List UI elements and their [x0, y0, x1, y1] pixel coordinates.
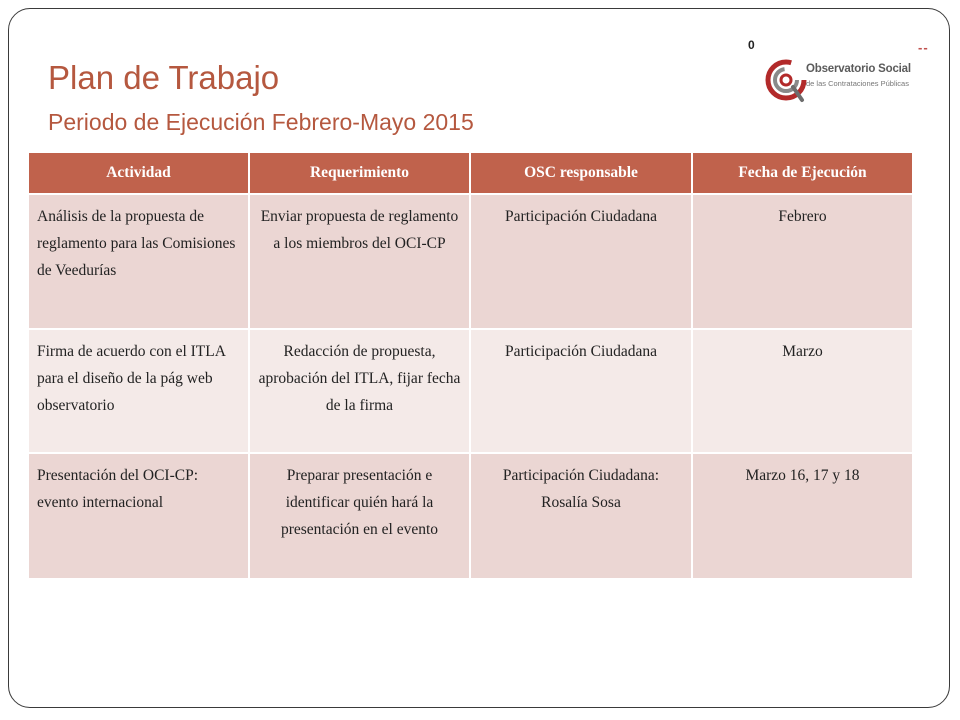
table-header-row [28, 152, 913, 194]
corner-mark: 0 [748, 38, 755, 52]
table-row [28, 453, 913, 579]
cell-fecha: Marzo [692, 329, 913, 453]
logo-tagline: de las Contrataciones Públicas [806, 79, 909, 88]
observatorio-logo-icon [764, 56, 808, 106]
cell-actividad: Análisis de la propuesta de reglamento para las Comisiones de Veedurías [28, 194, 249, 329]
cell-fecha: Marzo 16, 17 y 18 [692, 453, 913, 579]
cell-requerimiento: Enviar propuesta de reglamento a los miembros del OCI-CP [249, 194, 470, 329]
slide-title: Plan de Trabajo [48, 59, 280, 96]
observatorio-logo [764, 56, 914, 106]
header-osc-responsable: OSC responsable [470, 152, 692, 194]
cell-actividad: Presentación del OCI-CP: evento internacional [28, 453, 249, 579]
cell-actividad: Firma de acuerdo con el ITLA para el diseño de la pág web observatorio [28, 329, 249, 453]
cell-fecha: Febrero [692, 194, 913, 329]
work-plan-table [27, 151, 914, 580]
header-actividad: Actividad [28, 152, 249, 194]
header-fecha-ejecucion: Fecha de Ejecución [692, 152, 913, 194]
cell-osc-responsable: Participación Ciudadana [470, 329, 692, 453]
slide-subtitle: Periodo de Ejecución Febrero-Mayo 2015 [48, 109, 474, 135]
table-row [28, 329, 913, 453]
cell-osc-responsable: Participación Ciudadana [470, 194, 692, 329]
table-row [28, 194, 913, 329]
corner-dash: -- [918, 40, 929, 55]
logo-name: Observatorio Social [806, 63, 911, 75]
cell-requerimiento: Preparar presentación e identificar quién hará la presentación en el evento [249, 453, 470, 579]
cell-osc-responsable: Participación Ciudadana: Rosalía Sosa [470, 453, 692, 579]
cell-requerimiento: Redacción de propuesta, aprobación del ITLA, fijar fecha de la firma [249, 329, 470, 453]
header-requerimiento: Requerimiento [249, 152, 470, 194]
